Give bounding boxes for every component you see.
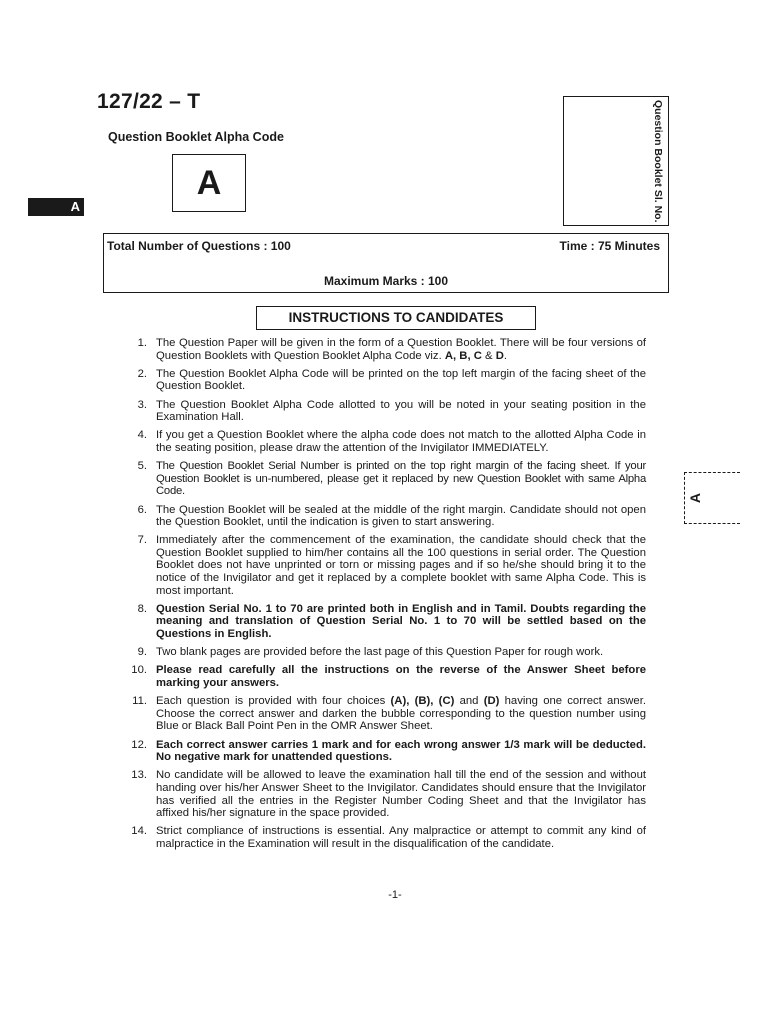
instruction-item: 13. No candidate will be allowed to leave the examination hall till the end of the session and without handing over his/her Answer Sheet to the Invigilator. Candidates should ensure that the Invigilator has verified all the entries in the Register Number Coding Sheet and that the Invigilator has affixed his/her signature in the space provided. <box>131 769 646 820</box>
seal-dash-left <box>684 472 685 524</box>
maximum-marks: Maximum Marks : 100 <box>323 274 449 288</box>
instruction-item: 2. The Question Booklet Alpha Code will be printed on the top left margin of the facing sheet of the Question Booklet. <box>137 367 646 393</box>
page-number: -1- <box>388 889 402 901</box>
alpha-code-label: Question Booklet Alpha Code <box>108 130 284 144</box>
instruction-item: 4. If you get a Question Booklet where the alpha code does not match to the allotted Alpha Code in the seating position, please draw the attention of the Invigilator IMMEDIATELY. <box>137 429 646 454</box>
instruction-item: 6. The Question Booklet will be sealed at the middle of the right margin. Candidate should not open the Question Booklet, until the indication is given to start answering. <box>137 503 646 529</box>
exam-time: Time : 75 Minutes <box>559 239 660 253</box>
alpha-code-value: A <box>196 163 222 202</box>
instruction-item: 9. Two blank pages are provided before the last page of this Question Paper for rough work. <box>137 646 604 659</box>
instructions-heading: INSTRUCTIONS TO CANDIDATES <box>256 306 536 330</box>
booklet-code: 127/22 – T <box>97 90 201 113</box>
instruction-item: 10. Please read carefully all the instructions on the reverse of the Answer Sheet before marking your answers. <box>131 664 646 689</box>
instruction-item: 5. The Question Booklet Serial Number is printed on the top right margin of the facing sheet. If your Question Booklet is un-numbered, please get it replaced by new Question Booklet with same Alpha Code. <box>137 460 646 498</box>
alpha-code-box <box>172 154 246 212</box>
instruction-item: 3. The Question Booklet Alpha Code allotted to you will be noted in your seating position in the Examination Hall. <box>137 398 646 424</box>
exam-info-box <box>103 233 669 293</box>
instruction-item: 11. Each question is provided with four choices (A), (B), (C) and (D) having one correct answer. Choose the correct answer and darken the bubble corresponding to the question number using Blue or Black Ball Point Pen in the OMR Answer Sheet. <box>132 695 646 733</box>
instruction-item: 8. Question Serial No. 1 to 70 are printed both in English and in Tamil. Doubts regarding the meaning and translation of Question Serial No. 1 to 70 will be settled based on the Questions in English. <box>137 602 646 641</box>
seal-dash-top <box>684 472 740 473</box>
seal-letter: A <box>687 492 704 504</box>
instruction-item: 7. Immediately after the commencement of the examination, the candidate should check that the Question Booklet supplied to him/her contains all the 100 questions in serial order. The Question Booklet does not have unprinted or torn or missing pages and if so he/she should bring it to the notice of the Invigilator and get it replaced by a complete booklet with same Alpha Code. This is most important. <box>137 534 646 597</box>
serial-number-box <box>563 96 669 226</box>
seal-mark <box>684 472 740 524</box>
alpha-side-tab: A <box>28 198 84 216</box>
instruction-item: 12. Each correct answer carries 1 mark and for each wrong answer 1/3 mark will be deducted. No negative mark for unattended questions. <box>131 738 646 764</box>
instructions-list <box>112 337 646 856</box>
instruction-item: 1. The Question Paper will be given in the form of a Question Booklet. There will be four versions of Question Booklets with Question Booklet Alpha Code viz. A, B, C & D. <box>137 337 646 362</box>
serial-number-label: Question Booklet Sl. No. <box>652 99 664 223</box>
seal-dash-bottom <box>684 523 740 524</box>
instruction-item: 14. Strict compliance of instructions is essential. Any malpractice or attempt to commit any kind of malpractice in the Examination will result in the disqualification of the candidate. <box>131 825 646 850</box>
total-questions: Total Number of Questions : 100 <box>107 239 291 253</box>
